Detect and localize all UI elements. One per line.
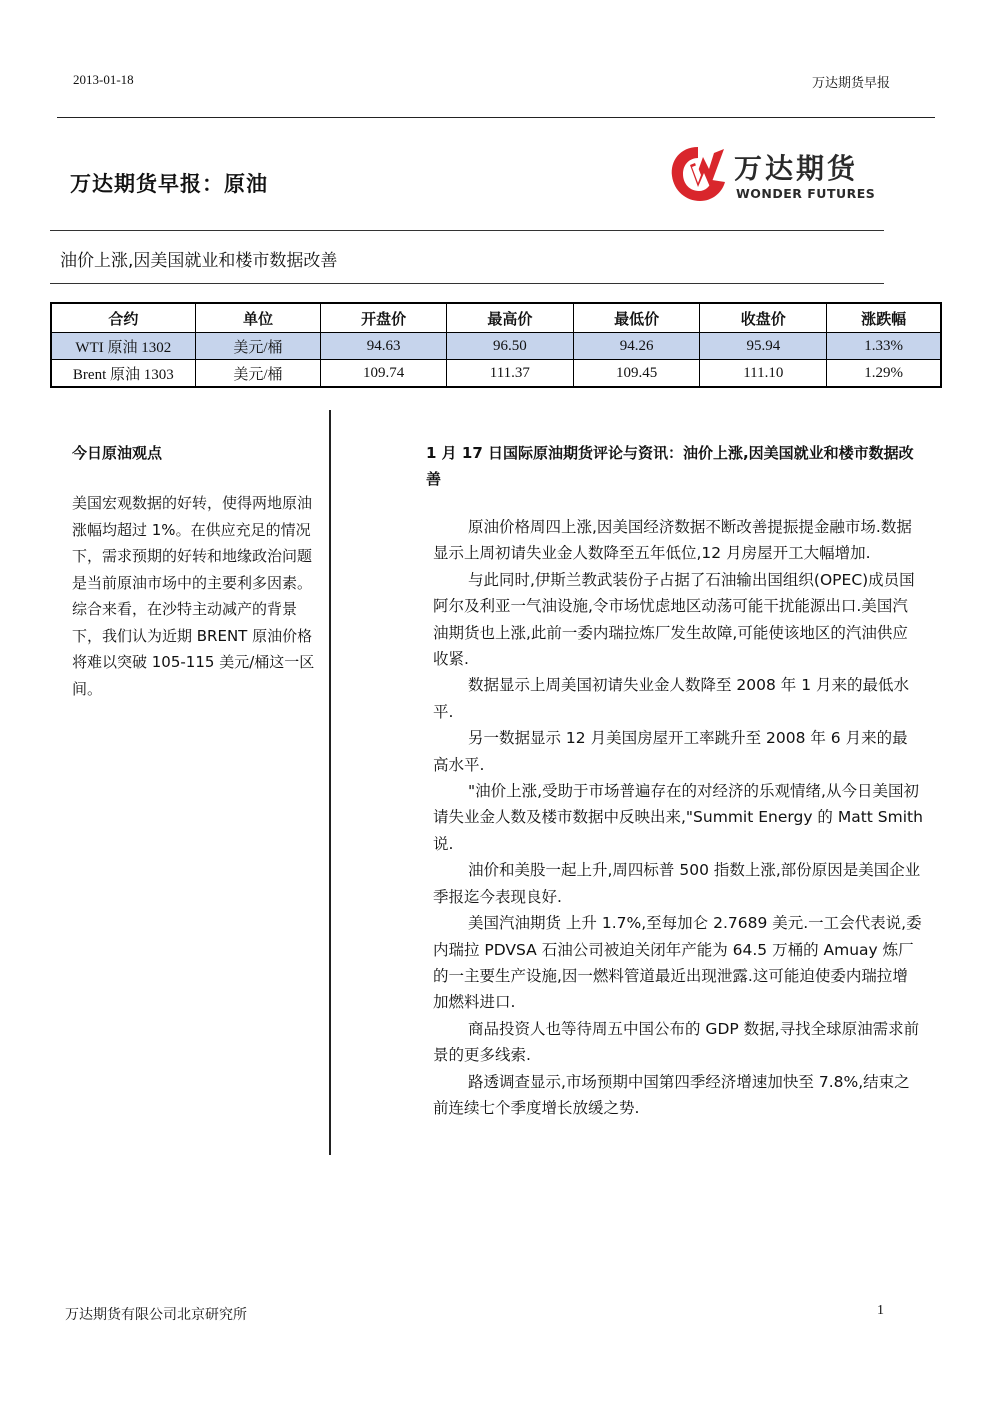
cell-low: 109.45 — [573, 360, 700, 388]
cell-high: 96.50 — [447, 333, 574, 360]
news-paragraph: 数据显示上周美国初请失业金人数降至 2008 年 1 月来的最低水平. — [433, 676, 910, 721]
news-paragraph: 与此同时,伊斯兰教武装份子占据了石油输出国组织(OPEC)成员国阿尔及利亚一气油设施,令市场忧虑地区动荡可能干扰能源出口.美国汽油期货也上涨,此前一委内瑞拉炼厂发生故障,可能使该地区的汽油供应收紧. — [433, 570, 915, 669]
news-heading: 1 月 17 日国际原油期货评论与资讯：油价上涨,因美国就业和楼市数据改善 — [426, 444, 914, 488]
cell-change: 1.33% — [827, 333, 941, 360]
news-paragraph: 原油价格周四上涨,因美国经济数据不断改善提振提金融市场.数据显示上周初请失业金人数降至五年低位,12 月房屋开工大幅增加. — [433, 518, 912, 563]
cell-low: 94.26 — [573, 333, 700, 360]
view-body: 美国宏观数据的好转，使得两地原油涨幅均超过 1%。在供应充足的情况下，需求预期的好转和地缘政治问题是当前原油市场中的主要利多因素。综合来看，在沙特主动减产的背景下，我们认为近期 BRENT 原油价格将难以突破 105-115 美元/桶这一区间。 — [72, 494, 315, 698]
col-header-high: 最高价 — [447, 303, 574, 333]
quote-table — [50, 302, 942, 388]
cell-high: 111.37 — [447, 360, 574, 388]
page-title: 万达期货早报：原油 — [70, 172, 268, 196]
col-header-low: 最低价 — [573, 303, 700, 333]
cell-close: 95.94 — [700, 333, 827, 360]
col-header-unit: 单位 — [195, 303, 321, 333]
logo-text-en: WONDER FUTURES — [736, 186, 876, 201]
header-rule — [57, 117, 935, 118]
news-paragraph: 商品投资人也等待周五中国公布的 GDP 数据,寻找全球原油需求前景的更多线索. — [433, 1019, 920, 1065]
cell-unit: 美元/桶 — [195, 360, 321, 388]
header-brand: 万达期货早报 — [812, 76, 891, 91]
view-heading: 今日原油观点 — [72, 444, 163, 462]
news-paragraph: 另一数据显示 12 月美国房屋开工率跳升至 2008 年 6 月来的最高水平. — [433, 729, 908, 774]
news-paragraph: 美国汽油期货 上升 1.7%,至每加仑 2.7689 美元.一工会代表说,委内瑞拉 PDVSA 石油公司被迫关闭年产能为 64.5 万桶的 Amuay 炼厂的一主要生产设施,因一燃料管道最近出现泄露.这可能迫使委内瑞拉增加燃料进口. — [433, 914, 922, 1012]
news-paragraph: 路透调查显示,市场预期中国第四季经济增速加快至 7.8%,结束之前连续七个季度增长放缓之势. — [433, 1072, 910, 1117]
cell-open: 94.63 — [321, 333, 447, 360]
cell-close: 111.10 — [700, 360, 827, 388]
logo-text-cn: 万达期货 — [734, 152, 859, 185]
wonder-futures-logo-icon — [668, 143, 728, 205]
news-paragraph: 油价和美股一起上升,周四标普 500 指数上涨,部份原因是美国企业季报迄今表现良好. — [433, 861, 921, 906]
col-header-close: 收盘价 — [700, 303, 827, 333]
column-divider — [329, 410, 331, 1155]
report-date: 2013-01-18 — [73, 72, 134, 87]
col-header-open: 开盘价 — [321, 303, 447, 333]
cell-change: 1.29% — [827, 360, 941, 388]
cell-open: 109.74 — [321, 360, 447, 388]
news-paragraph: "油价上涨,受助于市场普遍存在的对经济的乐观情绪,从今日美国初请失业金人数及楼市数据中反映出来,"Summit Energy 的 Matt Smith 说. — [433, 782, 923, 853]
col-header-change: 涨跌幅 — [827, 303, 941, 333]
table-header-row — [51, 303, 941, 333]
headline-rule-top — [50, 230, 884, 231]
cell-contract: Brent 原油 1303 — [51, 360, 195, 388]
company-logo — [668, 143, 883, 205]
page-number: 1 — [877, 1303, 884, 1318]
cell-unit: 美元/桶 — [195, 333, 321, 360]
table-row — [51, 333, 941, 360]
headline-rule-bottom — [50, 283, 884, 284]
headline: 油价上涨,因美国就业和楼市数据改善 — [60, 251, 338, 271]
table-row — [51, 360, 941, 388]
news-body — [433, 514, 923, 1121]
cell-contract: WTI 原油 1302 — [51, 333, 195, 360]
footer-organization: 万达期货有限公司北京研究所 — [65, 1307, 247, 1323]
col-header-contract: 合约 — [51, 303, 195, 333]
